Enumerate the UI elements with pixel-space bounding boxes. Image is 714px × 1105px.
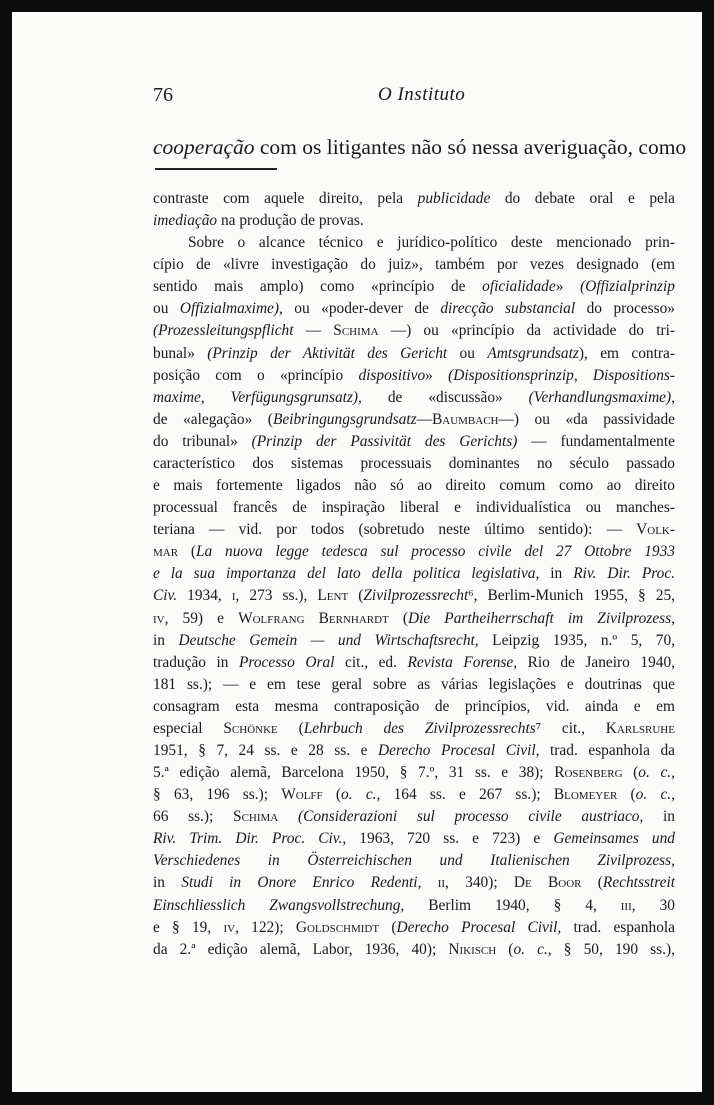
footnote-text-run: ( [322, 786, 342, 804]
footnote-text-run: especial [153, 719, 224, 737]
footnote-text-run: Derecho Procesal Civil, [396, 918, 562, 936]
footnote-line [153, 343, 675, 365]
footnote-text-run: da 2.ª edição alemã, Labor, 1936, 40); [153, 940, 449, 958]
footnote-text-run: o. c., [341, 786, 381, 804]
footnote-text-run: , 30 [631, 896, 675, 914]
footnote-text-run: » [555, 278, 581, 296]
footnote-text-run: ( [388, 609, 408, 627]
footnote-text-run: Gemeinsames und [553, 830, 675, 848]
footnote-text-run: Verschiedenes in Österreichischen und Italienischen Zivilprozess, [153, 852, 675, 870]
main-text-italic: cooperação [153, 135, 255, 159]
book-page [12, 12, 702, 1092]
footnote-text-run: Studi in Onore Enrico Redenti, [181, 874, 422, 892]
footnote-text-run: processual francês de inspiração liberal e individualística ou manches- [153, 499, 675, 517]
footnote-text-run: Deutsche Gemein — und Wirtschaftsrecht, [178, 631, 479, 649]
footnote-text-run: 1951, § 7, 24 ss. e 28 ss. e [153, 742, 379, 759]
footnote-text-run: Zivilprozessrecht [363, 587, 469, 605]
footnote-text-run: de «alegação» ( [153, 410, 273, 428]
footnote-text-run: Volk- [636, 521, 675, 539]
footnote-text-run: Schima [233, 808, 279, 826]
footnote-text-run: (Verhandlungsmaxime), [528, 388, 675, 406]
footnote-text-run: in [643, 808, 675, 826]
footnote-text-run: oficialidade [482, 278, 556, 296]
footnote-text-run: ou [447, 344, 488, 362]
footnote-separator [155, 168, 277, 170]
footnote-line [153, 895, 675, 917]
footnote-text-run: § 50, 190 ss.), [551, 940, 675, 958]
footnote-line [153, 872, 675, 894]
footnote-text-run: ⁷ cit., [535, 719, 606, 737]
footnote-text-run: (Offizialprinzip [580, 278, 675, 296]
footnote-line [153, 850, 675, 872]
footnote-line [153, 431, 675, 453]
footnote-text-run: Lehrbuch des Zivilprozessrechts [303, 719, 536, 737]
footnote-text-run: o. c., [513, 940, 552, 958]
footnote-text-run: ou [153, 300, 180, 318]
footnote-text-run: ), em contra- [578, 344, 675, 362]
main-text-line [153, 135, 687, 160]
footnote-text-run: na produção de provas. [217, 212, 364, 230]
running-title: O Instituto [378, 84, 466, 105]
footnote-line [153, 939, 675, 961]
footnote-line [153, 365, 675, 387]
footnote-text-run: i [231, 587, 236, 605]
footnote-text-run: o. c., [638, 764, 675, 782]
footnote-text-run: ii [437, 874, 446, 892]
footnote-text-run: do tribunal» [153, 432, 252, 450]
footnote-text-run: o. c., [635, 786, 675, 804]
footnote-text-run: Rosenberg [554, 764, 623, 782]
footnote-line [153, 608, 675, 630]
footnote-text-run: ou «poder-dever de [282, 300, 441, 318]
footnote-text-run: Schima [333, 322, 379, 340]
footnote-text-run: Einschliesslich Zwangsvollstrechung, [153, 896, 405, 914]
footnote-text-run: Karlsruhe [605, 719, 675, 737]
footnote-text-run: bunal» [153, 344, 208, 362]
footnote-text-run: Riv. Trim. Dir. Proc. Civ., [153, 830, 347, 848]
footnote-text-run: publicidade [417, 190, 491, 207]
page-header [153, 84, 683, 108]
footnote-text-run: mar [153, 543, 179, 561]
footnote-line [153, 630, 675, 652]
footnote-text-run: Civ. [153, 587, 178, 605]
footnote-text-run: La nuova legge tedesca sul processo civile del 27 Ottobre 1933 [195, 543, 675, 561]
footnote-text-run: Nikisch [448, 940, 497, 958]
footnote-text-run: 181 ss.); — e em tese geral sobre as várias legislações e doutrinas que [153, 675, 675, 693]
footnote-line [153, 387, 675, 409]
footnote-text-run: , 59) e [164, 609, 239, 627]
footnote-line [153, 718, 675, 740]
footnote-line [153, 740, 675, 762]
footnote-line [153, 276, 675, 298]
footnote-text-run: Rechtsstreit [602, 874, 676, 892]
footnote-text-run: 5.ª edição alemã, Barcelona 1950, § 7.º, 31 ss. e 38); [153, 764, 555, 782]
footnote-line [188, 232, 675, 254]
footnote-text-run: contraste com aquele direito, pela [153, 190, 418, 207]
footnote-text-run: ( [581, 874, 603, 892]
footnote-text-run: de «discussão» [361, 388, 529, 406]
footnote-text-run: e la sua importanza del lato della politica legislativa, [153, 565, 540, 583]
footnote-text-run: 1934, [177, 587, 232, 605]
footnote-line [153, 652, 675, 674]
footnote-text-run: (Prinzip der Passivität des Gerichts) [251, 432, 518, 450]
footnote-text-run: iv [223, 918, 236, 936]
footnote-text-run: — [416, 410, 432, 428]
footnote-text-run: ⁶, Berlim-Munich 1955, § 25, [468, 587, 675, 605]
footnote-text-run: (Dispositionsprinzip, Dispositions- [448, 366, 676, 384]
footnote-text-run: ( [379, 918, 397, 936]
page-number: 76 [153, 84, 173, 106]
footnote-line [153, 519, 675, 541]
footnote-text-run: consagram esta mesma contraposição de princípios, vid. ainda e em [153, 697, 675, 715]
footnote-text-run: dispositivo [358, 366, 426, 384]
footnote-line [153, 674, 675, 696]
footnote-text-run: (Prinzip der Aktivität des Gericht [207, 344, 448, 362]
footnote-text-run: De Boor [513, 874, 582, 892]
footnote-text-run: posição com o «princípio [153, 366, 359, 384]
footnote-text-run: Blomeyer [553, 786, 618, 804]
footnote-text-run: Derecho Procesal Civil, [378, 742, 540, 759]
footnote-text-run: cit., ed. [334, 653, 408, 671]
footnote-line [153, 585, 675, 607]
footnote-text-run: (Considerazioni sul processo civile austriaco, [297, 808, 644, 826]
footnote-line [153, 563, 675, 585]
footnote-text-run: Beibringungsgrundsatz [272, 410, 417, 428]
footnote-line [153, 298, 675, 320]
footnote-text-run: in [539, 565, 574, 583]
footnote-text-run: ( [348, 587, 364, 605]
footnote-text-run: ( [277, 719, 304, 737]
footnote-line [153, 409, 675, 431]
footnote-line [153, 497, 675, 519]
footnote-text-run: (Prozessleitungspflicht [153, 322, 294, 340]
footnote-line [153, 762, 675, 784]
footnote-text-run: Amtsgrundsatz [487, 344, 579, 362]
footnote-text-run: 66 ss.); [153, 808, 234, 826]
footnote-text-run: » [425, 366, 449, 384]
footnote-line [153, 806, 675, 828]
footnote-text-run: Baumbach [431, 410, 499, 428]
footnote-text-run: e § 19, [153, 918, 224, 936]
footnote-line [153, 188, 675, 210]
footnote-text-run: ( [178, 543, 196, 561]
footnote-text-run: ( [496, 940, 514, 958]
footnote-line [153, 541, 675, 563]
footnote-text-run: maxime, Verfügungsgrunsatz), [153, 388, 362, 406]
footnote-text-run: 164 ss. e 267 ss.); [380, 786, 554, 804]
footnote-text-run: iv [153, 609, 165, 627]
footnote-text-run [278, 808, 298, 825]
footnote-text-run: Schönke [223, 719, 278, 737]
footnote-text-run: Lent [317, 587, 349, 605]
footnote-text-run: Wolff [281, 786, 323, 804]
footnote-text-run: do processo» [575, 300, 675, 318]
footnote-text-run [421, 874, 437, 891]
footnote-line [153, 828, 675, 850]
footnote-text-run: 1963, 720 ss. e 723) e [346, 830, 554, 848]
footnote-line [153, 254, 675, 276]
footnote-text-run: Wolfrang Bernhardt [238, 609, 389, 627]
footnote-text-run: iii [620, 896, 632, 914]
footnote-text-run: tradução in [153, 653, 240, 671]
footnote-text-run: Offizialmaxime), [179, 300, 283, 318]
footnote-text-run: , 273 ss.), [235, 587, 318, 605]
footnote-line [153, 475, 675, 497]
footnote-text-run: e mais fortemente ligados não só ao direito comum como ao direito [153, 477, 675, 495]
footnote-text-run: cípio de «livre investigação do juiz», também por vezes designado (em [153, 256, 675, 274]
footnote-line [153, 453, 675, 475]
footnote-text-run: —) ou «da passividade [498, 410, 676, 428]
footnote-text-run: Berlim 1940, § 4, [404, 896, 621, 914]
footnote-text-run: direcção substancial [440, 300, 576, 318]
footnote-text-run: Processo Oral [239, 653, 335, 671]
footnote-text-run: § 63, 196 ss.); [153, 786, 282, 804]
footnote-text-run: teriana — vid. por todos (sobretudo neste último sentido): — [153, 521, 637, 539]
footnote-text-run: do debate oral e pela [490, 190, 675, 207]
footnote-text-run: característico dos sistemas processuais dominantes no século passado [153, 454, 675, 472]
footnote-text-run: ( [617, 786, 636, 804]
footnote-text-run: , 340); [445, 874, 514, 892]
footnote-text-run: Goldschmidt [295, 918, 380, 936]
footnote-line [153, 320, 675, 342]
footnote-line [153, 784, 675, 806]
footnote-text-run: in [153, 874, 182, 892]
main-text-rest: com os litigantes não só nessa averiguação, como [254, 135, 687, 159]
footnote-text-run: ( [622, 764, 639, 782]
footnote-text-run: trad. espanhola [561, 918, 676, 936]
footnote-text-run: sentido mais amplo) como «princípio de [153, 278, 483, 296]
footnote-text-run: —) ou «princípio da actividade do tri- [378, 322, 675, 340]
footnote-text-run: Riv. Dir. Proc. [573, 565, 676, 583]
footnote-line [153, 917, 675, 939]
footnote-text-run: , 122); [235, 918, 296, 936]
footnote-text-run: in [153, 631, 179, 649]
footnote-text-run: Die Partheiherrschaft im Zivilprozess, [408, 609, 675, 627]
footnote-line [153, 210, 675, 232]
footnote-text-run: — fundamentalmente [517, 432, 675, 450]
footnote-text-run: Leipzig 1935, n.º 5, 70, [478, 631, 675, 649]
footnote-text-run: Revista Forense, [407, 653, 518, 671]
footnote-text-run: trad. espanhola da [539, 742, 675, 759]
footnote-line [153, 696, 675, 718]
footnote-text-run: — [293, 322, 334, 340]
footnote-text-run: Rio de Janeiro 1940, [517, 653, 676, 671]
footnote-text-run: imediação [153, 212, 218, 230]
footnote-text-run: Sobre o alcance técnico e jurídico-político deste mencionado prin- [188, 234, 675, 252]
